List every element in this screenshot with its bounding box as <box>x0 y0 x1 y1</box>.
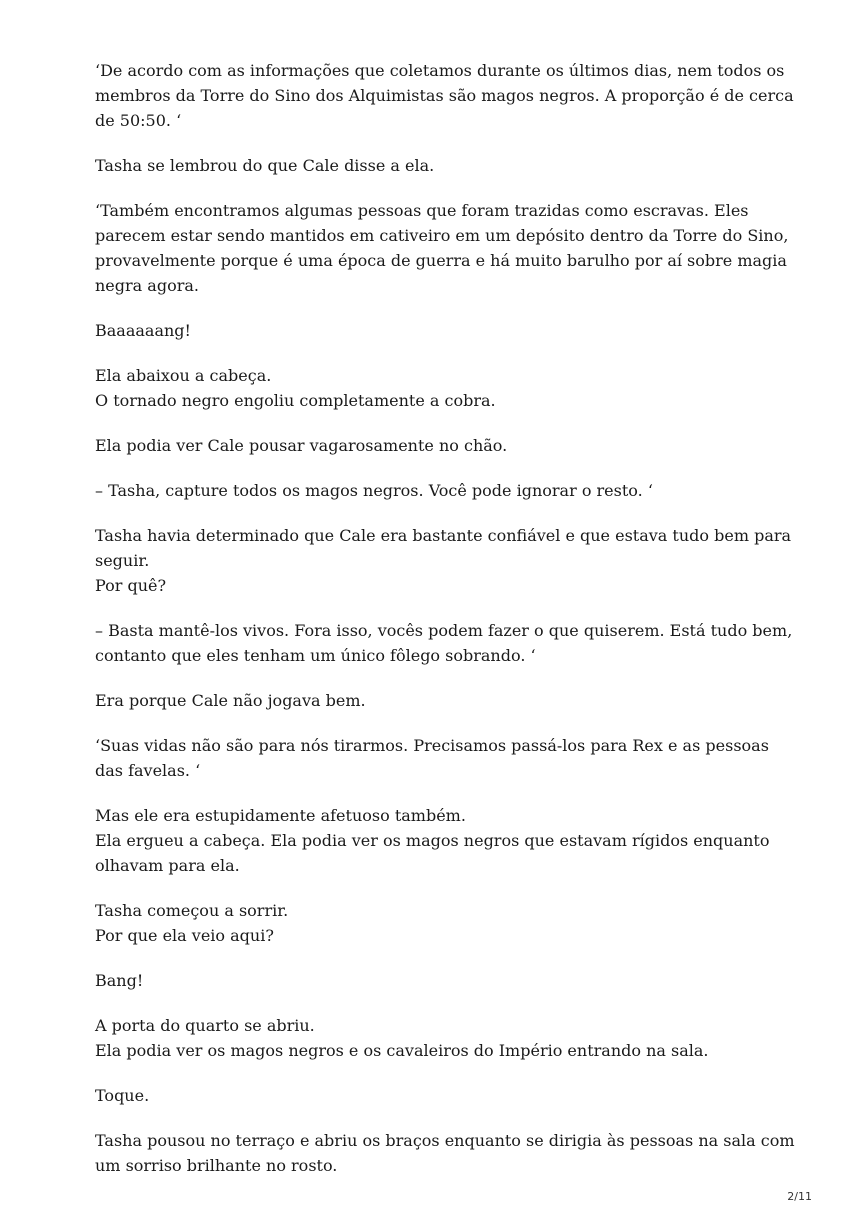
text-line: – Basta mantê-los vivos. Fora isso, vocês podem fazer o que quiserem. Está tudo bem, contanto que eles tenham um único fôlego sobrando. ‘ <box>95 621 793 665</box>
text-line: Toque. <box>95 1086 150 1105</box>
text-line: Por quê? <box>95 576 167 595</box>
text-line: O tornado negro engoliu completamente a cobra. <box>95 391 496 410</box>
text-line: Tasha pousou no terraço e abriu os braços enquanto se dirigia às pessoas na sala com um sorriso brilhante no rosto. <box>95 1131 795 1175</box>
text-line: Baaaaaang! <box>95 321 191 340</box>
text-line: ‘De acordo com as informações que coletamos durante os últimos dias, nem todos os membros da Torre do Sino dos Alquimistas são magos negros. A proporção é de cerca de 50:50. ‘ <box>95 61 794 130</box>
paragraph <box>95 523 795 598</box>
paragraph <box>95 153 795 178</box>
text-line: Por que ela veio aqui? <box>95 926 274 945</box>
paragraph <box>95 733 795 783</box>
text-line: ‘Suas vidas não são para nós tirarmos. Precisamos passá-los para Rex e as pessoas das favelas. ‘ <box>95 736 769 780</box>
text-line: Ela podia ver Cale pousar vagarosamente no chão. <box>95 436 508 455</box>
text-line: Bang! <box>95 971 144 990</box>
text-line: A porta do quarto se abriu. <box>95 1016 315 1035</box>
paragraph <box>95 803 795 878</box>
paragraph <box>95 318 795 343</box>
text-line: Tasha se lembrou do que Cale disse a ela. <box>95 156 435 175</box>
text-line: Era porque Cale não jogava bem. <box>95 691 366 710</box>
paragraph <box>95 1083 795 1108</box>
document-body <box>95 58 795 1198</box>
text-line: Tasha havia determinado que Cale era bastante confiável e que estava tudo bem para seguir. <box>95 526 792 570</box>
text-line: – Tasha, capture todos os magos negros. Você pode ignorar o resto. ‘ <box>95 481 653 500</box>
text-line: Mas ele era estupidamente afetuoso também. <box>95 806 466 825</box>
paragraph <box>95 618 795 668</box>
paragraph <box>95 198 795 298</box>
paragraph <box>95 968 795 993</box>
paragraph <box>95 898 795 948</box>
paragraph <box>95 478 795 503</box>
text-line: Ela ergueu a cabeça. Ela podia ver os magos negros que estavam rígidos enquanto olhavam para ela. <box>95 831 770 875</box>
text-line: ‘Também encontramos algumas pessoas que foram trazidas como escravas. Eles parecem estar sendo mantidos em cativeiro em um depósito dentro da Torre do Sino, provavelmente porque é uma época de guerra e há muito barulho por aí sobre magia negra agora. <box>95 201 789 295</box>
paragraph <box>95 433 795 458</box>
paragraph <box>95 688 795 713</box>
paragraph <box>95 1013 795 1063</box>
text-line: Ela abaixou a cabeça. <box>95 366 272 385</box>
page-number: 2/11 <box>787 1190 812 1203</box>
text-line: Tasha começou a sorrir. <box>95 901 289 920</box>
paragraph <box>95 1128 795 1178</box>
paragraph <box>95 363 795 413</box>
text-line: Ela podia ver os magos negros e os cavaleiros do Império entrando na sala. <box>95 1041 709 1060</box>
paragraph <box>95 58 795 133</box>
